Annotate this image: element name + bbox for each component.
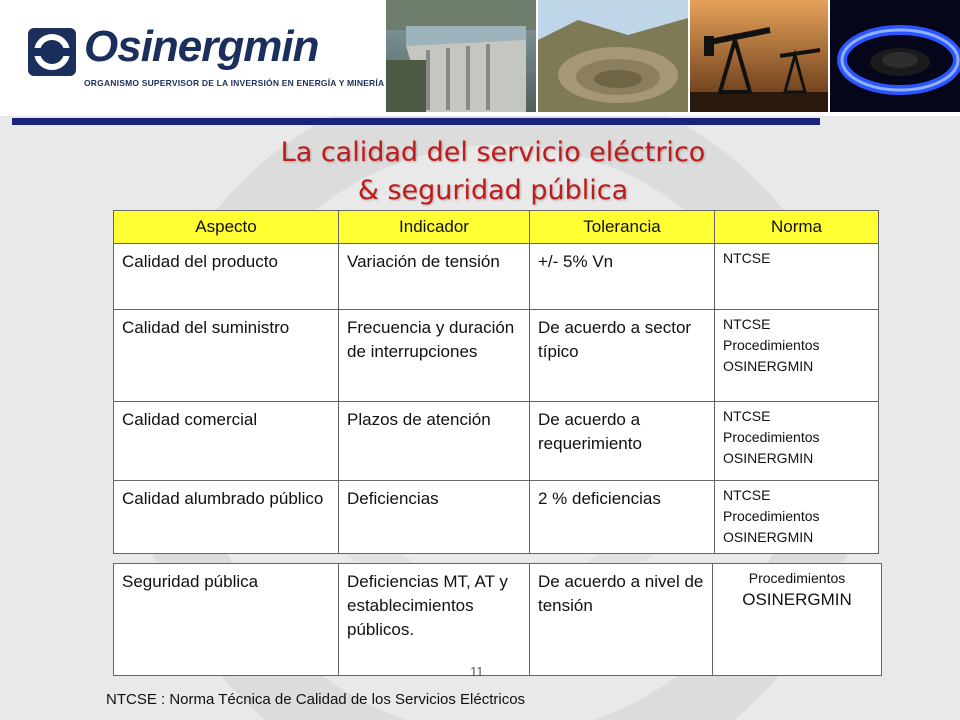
title-line-1: La calidad del servicio eléctrico <box>280 137 706 168</box>
logo-emblem-icon <box>26 26 78 78</box>
table-row <box>114 310 879 402</box>
norma-line: NTCSE <box>723 408 771 424</box>
header-tolerancia: Tolerancia <box>530 211 715 244</box>
header-aspecto: Aspecto <box>114 211 339 244</box>
cell-tolerancia: De acuerdo a requerimiento <box>530 402 715 481</box>
header-photo-strip <box>386 0 960 112</box>
cell-norma <box>715 244 879 310</box>
cell-indicador: Variación de tensión <box>339 244 530 310</box>
cell-aspecto: Calidad alumbrado público <box>114 481 339 554</box>
norma-line: OSINERGMIN <box>723 358 814 374</box>
slide-title <box>0 134 960 210</box>
table-row <box>114 402 879 481</box>
cell-tolerancia: +/- 5% Vn <box>530 244 715 310</box>
quality-table <box>113 210 879 554</box>
header-indicador: Indicador <box>339 211 530 244</box>
gas-flame-photo <box>830 0 960 112</box>
cell-aspecto: Calidad comercial <box>114 402 339 481</box>
cell-norma <box>715 481 879 554</box>
cell-aspecto: Calidad del suministro <box>114 310 339 402</box>
footnote: NTCSE : Norma Técnica de Calidad de los Servicios Eléctricos <box>106 691 526 708</box>
cell-norma <box>715 310 879 402</box>
cell-aspecto: Seguridad pública <box>114 564 339 676</box>
norma-line: Procedimientos <box>723 429 820 445</box>
norma-line: OSINERGMIN <box>742 590 852 609</box>
logo-tagline: ORGANISMO SUPERVISOR DE LA INVERSIÓN EN ENERGÍA Y MINERÍA <box>84 78 385 88</box>
norma-line: Procedimientos <box>748 570 846 586</box>
mine-photo <box>538 0 688 112</box>
norma-line: NTCSE <box>723 316 771 332</box>
header-banner <box>0 0 960 116</box>
norma-line: Procedimientos <box>723 337 820 353</box>
cell-tolerancia: 2 % deficiencias <box>530 481 715 554</box>
cell-aspecto: Calidad del producto <box>114 244 339 310</box>
public-safety-table <box>113 563 882 676</box>
norma-line: NTCSE <box>723 487 771 503</box>
cell-norma <box>715 402 879 481</box>
logo-wordmark: Osinergmin <box>84 22 319 71</box>
header-divider-bar <box>12 118 820 125</box>
norma-line: Procedimientos <box>723 508 820 524</box>
norma-line: NTCSE <box>723 250 771 266</box>
cell-tolerancia: De acuerdo a sector típico <box>530 310 715 402</box>
cell-indicador: Plazos de atención <box>339 402 530 481</box>
osinergmin-logo <box>22 22 385 100</box>
cell-indicador: Frecuencia y duración de interrupciones <box>339 310 530 402</box>
title-line-2: & seguridad pública <box>357 175 629 206</box>
cell-tolerancia: De acuerdo a nivel de tensión <box>530 564 713 676</box>
oil-pump-photo <box>690 0 828 112</box>
page-number: 11 <box>470 664 484 679</box>
cell-indicador: Deficiencias MT, AT y establecimientos públicos. <box>339 564 530 676</box>
table-row <box>114 244 879 310</box>
cell-norma <box>713 564 882 676</box>
table-row <box>114 564 882 676</box>
cell-indicador: Deficiencias <box>339 481 530 554</box>
table-row <box>114 481 879 554</box>
norma-line: OSINERGMIN <box>723 450 814 466</box>
dam-photo <box>386 0 536 112</box>
norma-line: OSINERGMIN <box>723 529 814 545</box>
header-norma: Norma <box>715 211 879 244</box>
table-header-row <box>114 211 879 244</box>
